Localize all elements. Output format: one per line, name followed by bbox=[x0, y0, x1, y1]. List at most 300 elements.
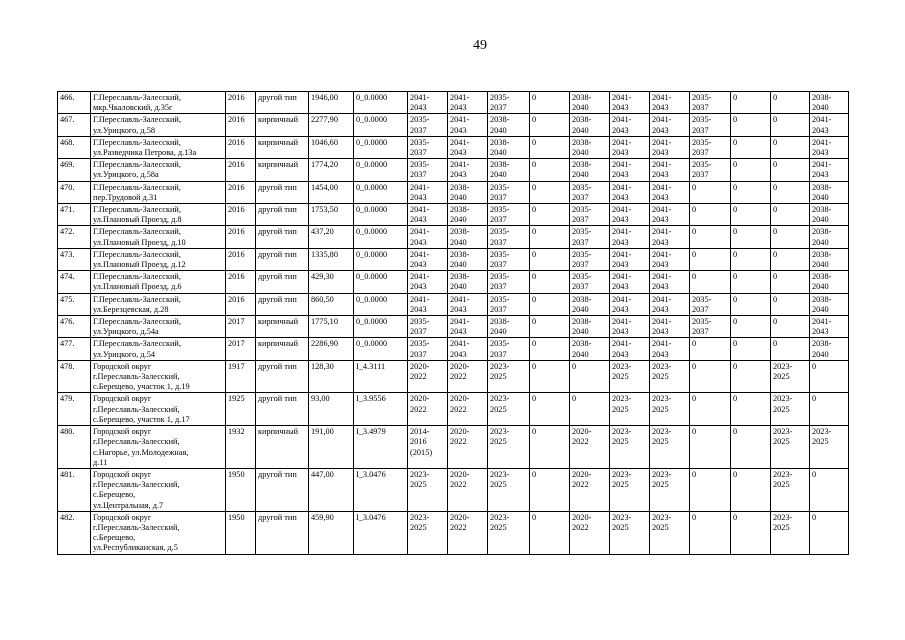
cell-line: 2023- bbox=[612, 427, 632, 437]
cell-line: 2041- bbox=[652, 227, 672, 237]
cell-line: 2040 bbox=[812, 237, 829, 247]
cell-line: 2043 bbox=[450, 349, 467, 359]
period-cell bbox=[488, 248, 530, 270]
cell-line: 2025 bbox=[612, 480, 629, 490]
year-cell: 2016 bbox=[226, 204, 256, 226]
cell-line: г.Переславль-Залесский, bbox=[93, 404, 180, 414]
cell-line: 2043 bbox=[652, 170, 669, 180]
cell-line: 2023- bbox=[612, 512, 632, 522]
cell-line: 2022 bbox=[450, 437, 467, 447]
cell-line: 2038- bbox=[490, 160, 510, 170]
cell-line: 2041- bbox=[612, 339, 632, 349]
year-cell: 2016 bbox=[226, 271, 256, 293]
period-cell: 0 bbox=[690, 271, 731, 293]
cell-line: 2035- bbox=[490, 294, 510, 304]
area-cell: 2286,90 bbox=[309, 338, 354, 360]
wall-type-cell: кирпичный bbox=[256, 338, 309, 360]
period-cell: 0 bbox=[690, 248, 731, 270]
cell-line: 2043 bbox=[612, 170, 629, 180]
cell-line: 2041- bbox=[812, 115, 832, 125]
year-cell: 2016 bbox=[226, 226, 256, 248]
period-cell: 0 bbox=[530, 92, 570, 114]
cell-line: г.Переславль-Залесский, bbox=[93, 522, 180, 532]
cell-line: Г.Переславль-Залесский, bbox=[93, 227, 181, 237]
area-cell: 93,00 bbox=[309, 393, 354, 426]
cell-line: Г.Переславль-Залесский, bbox=[93, 294, 181, 304]
period-cell bbox=[570, 114, 610, 136]
period-cell bbox=[488, 360, 530, 393]
period-cell bbox=[610, 114, 650, 136]
period-cell bbox=[488, 511, 530, 554]
period-cell bbox=[810, 316, 849, 338]
cell-line: 2020- bbox=[410, 394, 430, 404]
cell-line: 2035- bbox=[572, 227, 592, 237]
period-cell bbox=[650, 92, 690, 114]
cell-line: 2025 bbox=[410, 480, 427, 490]
cell-line: 2041- bbox=[410, 294, 430, 304]
period-cell bbox=[408, 468, 448, 511]
period-cell: 0 bbox=[771, 114, 810, 136]
cell-line: 2037 bbox=[490, 103, 507, 113]
cell-line: 2043 bbox=[812, 170, 829, 180]
cell-line: 2038- bbox=[490, 137, 510, 147]
cell-line: 2041- bbox=[410, 272, 430, 282]
cell-line: 2037 bbox=[572, 282, 589, 292]
year-cell: 2017 bbox=[226, 338, 256, 360]
period-cell: 0 bbox=[731, 338, 771, 360]
cell-line: 2035- bbox=[692, 137, 712, 147]
cell-line: 2037 bbox=[572, 215, 589, 225]
period-cell bbox=[448, 159, 488, 181]
cell-line: 2040 bbox=[490, 125, 507, 135]
cell-line: 2040 bbox=[812, 349, 829, 359]
housing-registry-table bbox=[57, 91, 849, 555]
cell-line: 2043 bbox=[812, 148, 829, 158]
period-cell bbox=[810, 293, 849, 315]
cell-line: 2043 bbox=[652, 215, 669, 225]
index-code-cell: 0_0.0000 bbox=[354, 181, 408, 203]
period-cell: 0 bbox=[530, 226, 570, 248]
cell-line: г.Переславль-Залесский, bbox=[93, 480, 180, 490]
cell-line: 2035- bbox=[490, 93, 510, 102]
cell-line: 2038- bbox=[572, 160, 592, 170]
table-row bbox=[58, 248, 849, 270]
period-cell bbox=[488, 136, 530, 158]
cell-line: 2016 bbox=[410, 437, 427, 447]
table-row bbox=[58, 226, 849, 248]
cell-line: 2037 bbox=[490, 304, 507, 314]
period-cell bbox=[650, 293, 690, 315]
period-cell bbox=[448, 204, 488, 226]
cell-line: 2040 bbox=[450, 237, 467, 247]
cell-line: 2043 bbox=[612, 237, 629, 247]
wall-type-cell: кирпичный bbox=[256, 159, 309, 181]
period-cell bbox=[408, 293, 448, 315]
cell-line: 2037 bbox=[490, 192, 507, 202]
area-cell: 429,30 bbox=[309, 271, 354, 293]
cell-line: 2038- bbox=[812, 249, 832, 259]
index-code-cell: I_3.9556 bbox=[354, 393, 408, 426]
address-cell bbox=[91, 159, 226, 181]
index-code-cell: 0_0.0000 bbox=[354, 316, 408, 338]
cell-line: 2037 bbox=[692, 170, 709, 180]
cell-line: 2041- bbox=[410, 93, 430, 102]
cell-line: 2025 bbox=[812, 437, 829, 447]
period-cell bbox=[610, 136, 650, 158]
cell-line: 2022 bbox=[450, 522, 467, 532]
cell-line: 2041- bbox=[612, 317, 632, 327]
period-cell bbox=[448, 338, 488, 360]
cell-line: 2038- bbox=[812, 205, 832, 215]
period-cell bbox=[448, 426, 488, 469]
year-cell: 1925 bbox=[226, 393, 256, 426]
period-cell: 0 bbox=[690, 338, 731, 360]
period-cell bbox=[610, 248, 650, 270]
cell-line: 2040 bbox=[812, 215, 829, 225]
cell-line: 2041- bbox=[812, 137, 832, 147]
cell-line: ул.Березцевская, д.28 bbox=[93, 304, 169, 314]
period-cell bbox=[570, 468, 610, 511]
period-cell bbox=[570, 136, 610, 158]
period-cell bbox=[570, 204, 610, 226]
period-cell bbox=[448, 136, 488, 158]
cell-line: 2038- bbox=[450, 249, 470, 259]
cell-line: 2022 bbox=[450, 404, 467, 414]
period-cell bbox=[488, 159, 530, 181]
index-code-cell: 0_0.0000 bbox=[354, 248, 408, 270]
period-cell bbox=[488, 114, 530, 136]
period-cell: 0 bbox=[530, 248, 570, 270]
cell-line: 2040 bbox=[450, 260, 467, 270]
cell-line: 2037 bbox=[692, 125, 709, 135]
period-cell bbox=[610, 316, 650, 338]
cell-line: 2041- bbox=[612, 272, 632, 282]
wall-type-cell: другой тип bbox=[256, 92, 309, 114]
period-cell bbox=[650, 204, 690, 226]
wall-type-cell: другой тип bbox=[256, 293, 309, 315]
cell-line: 2025 bbox=[773, 372, 790, 382]
period-cell: 0 bbox=[731, 316, 771, 338]
cell-line: 2043 bbox=[410, 304, 427, 314]
period-cell bbox=[650, 226, 690, 248]
cell-line: 2043 bbox=[450, 148, 467, 158]
cell-line: 2041- bbox=[652, 160, 672, 170]
cell-line: 2035- bbox=[692, 93, 712, 102]
cell-line: 2022 bbox=[410, 372, 427, 382]
area-cell: 1775,10 bbox=[309, 316, 354, 338]
cell-line: 2025 bbox=[410, 522, 427, 532]
index-code-cell: I_3.4979 bbox=[354, 426, 408, 469]
cell-line: 2023- bbox=[652, 427, 672, 437]
period-cell bbox=[488, 181, 530, 203]
cell-line: 2040 bbox=[572, 103, 589, 113]
cell-line: 2037 bbox=[692, 148, 709, 158]
period-cell bbox=[771, 426, 810, 469]
cell-line: с.Берещево, bbox=[93, 533, 136, 543]
cell-line: 2041- bbox=[450, 317, 470, 327]
cell-line: 2043 bbox=[652, 304, 669, 314]
cell-line: 2035- bbox=[692, 294, 712, 304]
period-cell bbox=[448, 271, 488, 293]
period-cell bbox=[810, 114, 849, 136]
cell-line: 2020- bbox=[572, 469, 592, 479]
cell-line: ул.Урицкого, д.54а bbox=[93, 327, 159, 337]
period-cell bbox=[408, 360, 448, 393]
period-cell: 0 bbox=[771, 159, 810, 181]
cell-line: 2040 bbox=[490, 327, 507, 337]
cell-line: 2022 bbox=[450, 372, 467, 382]
cell-line: 2025 bbox=[773, 480, 790, 490]
cell-line: 2040 bbox=[572, 125, 589, 135]
cell-line: 2022 bbox=[572, 522, 589, 532]
address-cell bbox=[91, 114, 226, 136]
cell-line: ул.Урицкого, д.54 bbox=[93, 349, 156, 359]
cell-line: г.Переславль-Залесский, bbox=[93, 437, 180, 447]
cell-line: Г.Переславль-Залесский, bbox=[93, 339, 181, 349]
cell-line: 2040 bbox=[450, 282, 467, 292]
table-row bbox=[58, 114, 849, 136]
cell-line: 2035- bbox=[572, 272, 592, 282]
cell-line: 2038- bbox=[812, 182, 832, 192]
period-cell bbox=[570, 92, 610, 114]
cell-line: 2022 bbox=[572, 437, 589, 447]
cell-line: 2043 bbox=[410, 192, 427, 202]
period-cell: 0 bbox=[530, 181, 570, 203]
cell-line: 2035- bbox=[490, 249, 510, 259]
cell-line: 2037 bbox=[410, 170, 427, 180]
index-code-cell: 0_0.0000 bbox=[354, 114, 408, 136]
cell-line: 2035- bbox=[572, 249, 592, 259]
cell-line: 2035- bbox=[692, 160, 712, 170]
period-cell bbox=[408, 248, 448, 270]
cell-line: 2025 bbox=[612, 404, 629, 414]
cell-line: 2022 bbox=[450, 480, 467, 490]
wall-type-cell: другой тип bbox=[256, 204, 309, 226]
period-cell: 0 bbox=[530, 293, 570, 315]
cell-line: 2023- bbox=[652, 361, 672, 371]
cell-line: 2035- bbox=[572, 182, 592, 192]
period-cell: 0 bbox=[530, 393, 570, 426]
cell-line: 2041- bbox=[612, 227, 632, 237]
address-cell bbox=[91, 468, 226, 511]
period-cell bbox=[408, 511, 448, 554]
cell-line: 2037 bbox=[490, 282, 507, 292]
period-cell: 0 bbox=[530, 204, 570, 226]
cell-line: Городской округ bbox=[93, 512, 152, 522]
period-cell bbox=[650, 338, 690, 360]
cell-line: 2023- bbox=[612, 361, 632, 371]
period-cell bbox=[408, 204, 448, 226]
period-cell bbox=[448, 293, 488, 315]
cell-line: 2041- bbox=[450, 339, 470, 349]
area-cell: 1454,00 bbox=[309, 181, 354, 203]
period-cell bbox=[488, 204, 530, 226]
cell-line: 2041- bbox=[652, 317, 672, 327]
cell-line: 2038- bbox=[812, 93, 832, 102]
cell-line: 2023- bbox=[773, 394, 793, 404]
cell-line: 2025 bbox=[490, 437, 507, 447]
cell-line: 2041- bbox=[652, 93, 672, 102]
period-cell bbox=[570, 181, 610, 203]
period-cell bbox=[610, 360, 650, 393]
period-cell: 0 bbox=[690, 204, 731, 226]
period-cell bbox=[650, 136, 690, 158]
cell-line: 2038- bbox=[490, 317, 510, 327]
period-cell: 0 bbox=[690, 468, 731, 511]
address-cell bbox=[91, 426, 226, 469]
cell-line: 2041- bbox=[450, 294, 470, 304]
period-cell: 0 bbox=[731, 114, 771, 136]
period-cell bbox=[771, 360, 810, 393]
cell-line: 2040 bbox=[812, 192, 829, 202]
cell-line: 2023- bbox=[773, 427, 793, 437]
year-cell: 2017 bbox=[226, 316, 256, 338]
period-cell: 0 bbox=[771, 92, 810, 114]
cell-line: 2040 bbox=[572, 304, 589, 314]
cell-line: 2025 bbox=[490, 522, 507, 532]
cell-line: 2038- bbox=[450, 272, 470, 282]
period-cell bbox=[650, 511, 690, 554]
cell-line: 2040 bbox=[572, 349, 589, 359]
cell-line: 2035- bbox=[410, 137, 430, 147]
period-cell bbox=[610, 511, 650, 554]
wall-type-cell: другой тип bbox=[256, 181, 309, 203]
wall-type-cell: другой тип bbox=[256, 468, 309, 511]
cell-line: Г.Переславль-Залесский, bbox=[93, 115, 181, 125]
index-code-cell: 0_0.0000 bbox=[354, 293, 408, 315]
cell-line: 2038- bbox=[812, 294, 832, 304]
cell-line: 2020- bbox=[572, 512, 592, 522]
period-cell: 0 bbox=[731, 226, 771, 248]
cell-line: 2023- bbox=[490, 512, 510, 522]
cell-line: 2040 bbox=[450, 192, 467, 202]
area-cell: 437,20 bbox=[309, 226, 354, 248]
period-cell: 0 bbox=[690, 426, 731, 469]
cell-line: Г.Переславль-Залесский, bbox=[93, 137, 181, 147]
wall-type-cell: другой тип bbox=[256, 511, 309, 554]
period-cell: 0 bbox=[690, 511, 731, 554]
cell-line: Городской округ bbox=[93, 394, 152, 404]
period-cell bbox=[610, 181, 650, 203]
cell-line: Г.Переславль-Залесский, bbox=[93, 160, 181, 170]
cell-line: 2041- bbox=[450, 93, 470, 102]
cell-line: 2020- bbox=[450, 427, 470, 437]
cell-line: (2015) bbox=[410, 447, 433, 457]
cell-line: 2023- bbox=[773, 512, 793, 522]
period-cell bbox=[650, 393, 690, 426]
period-cell bbox=[810, 226, 849, 248]
cell-line: 2041- bbox=[450, 160, 470, 170]
cell-line: 2020- bbox=[410, 361, 430, 371]
cell-line: 2037 bbox=[572, 192, 589, 202]
period-cell bbox=[408, 393, 448, 426]
cell-line: 2041- bbox=[652, 339, 672, 349]
cell-line: 2035- bbox=[692, 317, 712, 327]
period-cell bbox=[771, 393, 810, 426]
period-cell: 0 bbox=[570, 393, 610, 426]
cell-line: 2041- bbox=[652, 272, 672, 282]
index-code-cell: I_4.3111 bbox=[354, 360, 408, 393]
row-number-cell: 481. bbox=[58, 468, 91, 511]
period-cell: 0 bbox=[771, 338, 810, 360]
cell-line: 2043 bbox=[652, 192, 669, 202]
cell-line: 2035- bbox=[410, 339, 430, 349]
cell-line: 2043 bbox=[410, 260, 427, 270]
cell-line: 2043 bbox=[652, 237, 669, 247]
cell-line: 2038- bbox=[490, 115, 510, 125]
cell-line: 2041- bbox=[612, 249, 632, 259]
cell-line: 2035- bbox=[490, 182, 510, 192]
cell-line: 2025 bbox=[773, 437, 790, 447]
cell-line: с.Берещево, участок 1, д.19 bbox=[93, 382, 190, 392]
cell-line: 2043 bbox=[612, 125, 629, 135]
cell-line: 2043 bbox=[652, 260, 669, 270]
period-cell bbox=[690, 92, 731, 114]
table-row bbox=[58, 136, 849, 158]
period-cell: 0 bbox=[690, 226, 731, 248]
cell-line: 2025 bbox=[652, 372, 669, 382]
period-cell bbox=[570, 248, 610, 270]
table-row bbox=[58, 360, 849, 393]
cell-line: 2040 bbox=[490, 148, 507, 158]
period-cell bbox=[610, 159, 650, 181]
period-cell bbox=[488, 271, 530, 293]
period-cell: 0 bbox=[771, 136, 810, 158]
cell-line: 2020- bbox=[450, 361, 470, 371]
cell-line: 2038- bbox=[572, 115, 592, 125]
period-cell bbox=[570, 271, 610, 293]
cell-line: 2041- bbox=[450, 137, 470, 147]
period-cell bbox=[488, 426, 530, 469]
period-cell: 0 bbox=[731, 393, 771, 426]
row-number-cell: 468. bbox=[58, 136, 91, 158]
cell-line: 2023- bbox=[652, 469, 672, 479]
cell-line: 2023- bbox=[410, 469, 430, 479]
cell-line: 2043 bbox=[612, 304, 629, 314]
period-cell bbox=[690, 159, 731, 181]
row-number-cell: 471. bbox=[58, 204, 91, 226]
cell-line: Г.Переславль-Залесский, bbox=[93, 205, 181, 215]
period-cell: 0 bbox=[771, 271, 810, 293]
period-cell bbox=[650, 426, 690, 469]
index-code-cell: 0_0.0000 bbox=[354, 338, 408, 360]
cell-line: 2025 bbox=[612, 522, 629, 532]
cell-line: 2041- bbox=[410, 205, 430, 215]
period-cell bbox=[570, 316, 610, 338]
cell-line: 2020- bbox=[450, 512, 470, 522]
address-cell bbox=[91, 226, 226, 248]
period-cell: 0 bbox=[530, 159, 570, 181]
table-row bbox=[58, 338, 849, 360]
period-cell bbox=[408, 159, 448, 181]
wall-type-cell: другой тип bbox=[256, 248, 309, 270]
cell-line: 2041- bbox=[612, 160, 632, 170]
period-cell bbox=[408, 426, 448, 469]
period-cell bbox=[488, 338, 530, 360]
period-cell bbox=[650, 271, 690, 293]
cell-line: 2023- bbox=[490, 427, 510, 437]
row-number-cell: 482. bbox=[58, 511, 91, 554]
cell-line: 2038- bbox=[572, 339, 592, 349]
period-cell bbox=[488, 226, 530, 248]
table-row bbox=[58, 293, 849, 315]
period-cell: 0 bbox=[530, 316, 570, 338]
cell-line: 2037 bbox=[410, 349, 427, 359]
area-cell: 860,50 bbox=[309, 293, 354, 315]
cell-line: 2041- bbox=[410, 249, 430, 259]
cell-line: ул.Центральная, д.7 bbox=[93, 500, 164, 510]
period-cell bbox=[408, 92, 448, 114]
